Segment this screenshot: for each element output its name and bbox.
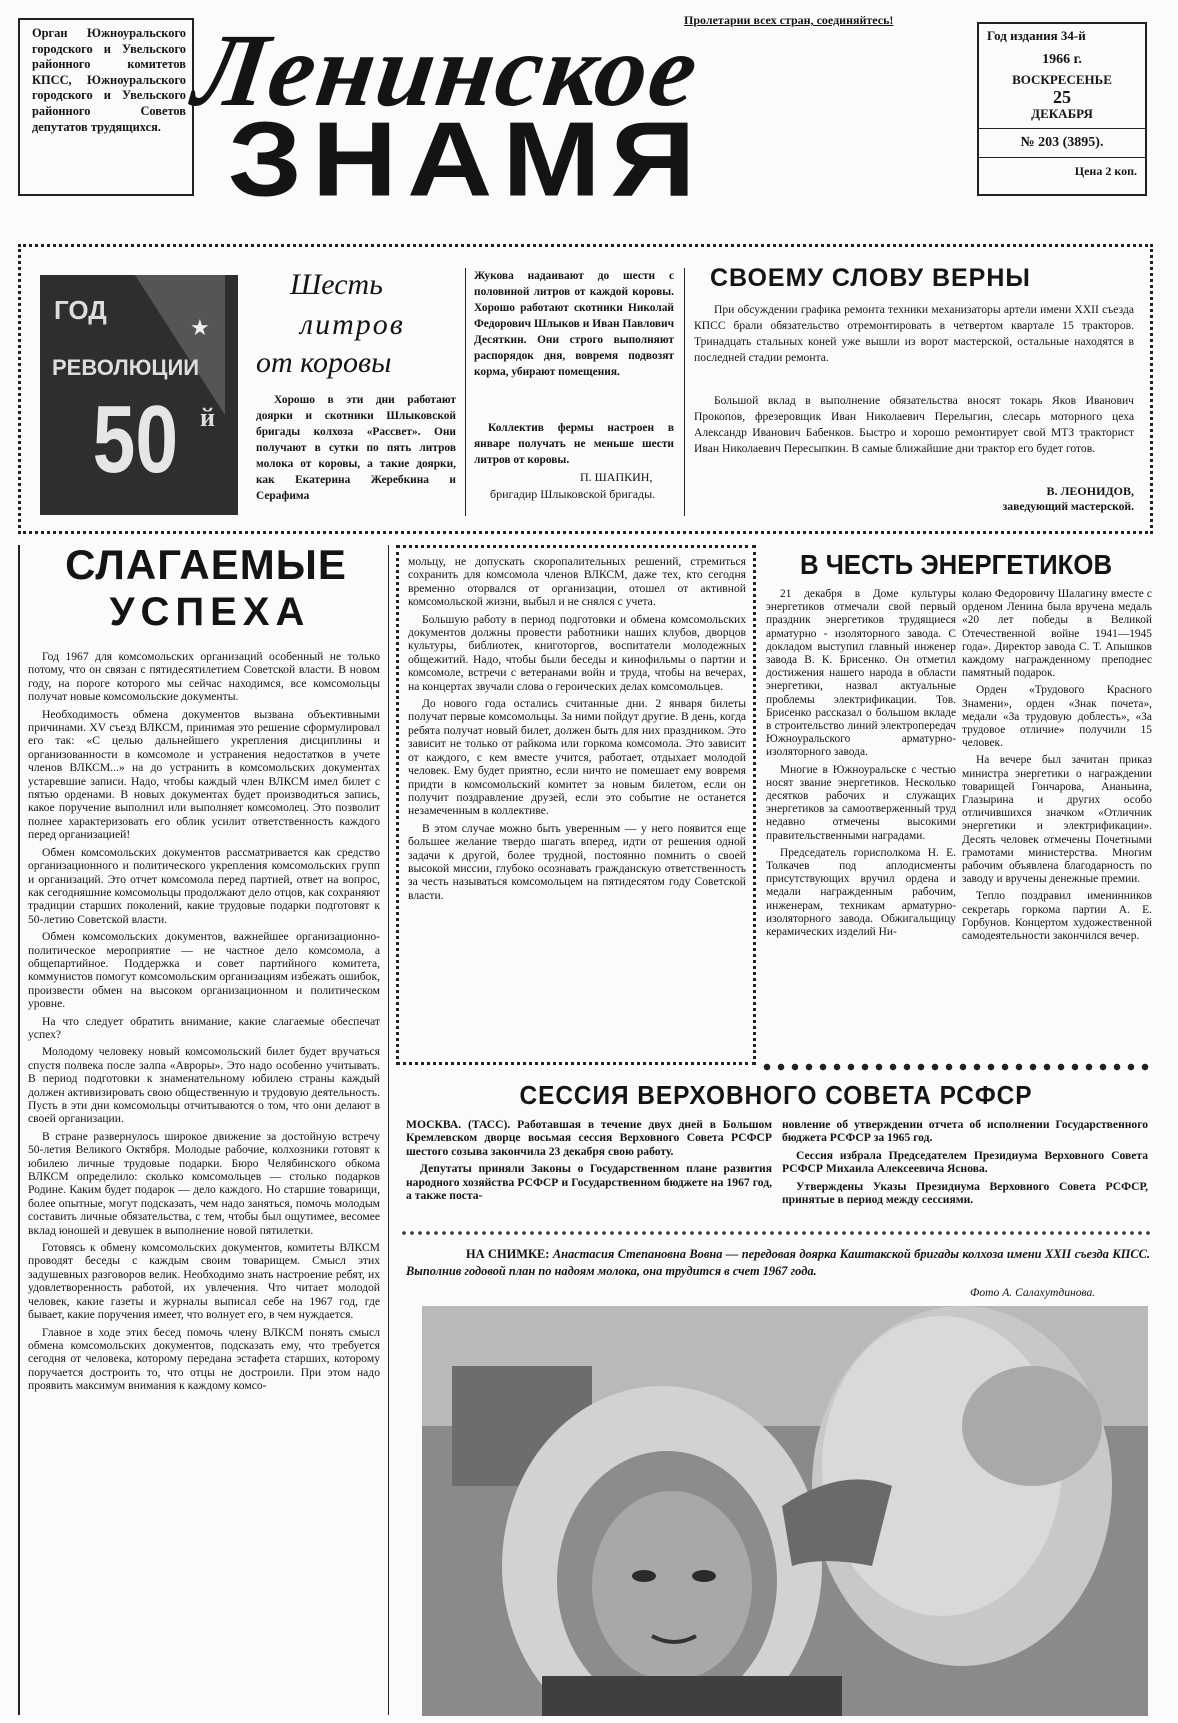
success-p4: Обмен комсомольских документов, важнейшее организационно-политическое мероприятие — не частное дело комсомола, а общепартийное. Поддержка и совет партийного комитета, коммунистов помогут комсомольским организациям избежать ошибок, произвести обмен на высоком организационном и политическом уровне. [28,930,380,1011]
energy-p1: 21 декабря в Доме культуры энергетиков отмечали свой первый праздник энергетиков трудящиеся арматурно - изоляторного завода. С докладом выступил главный инженер завода В. К. Брисенко. Он отметил достижения нашего народа в области энергетики, назвал актуальные проблемы электрификации. Тов. Брисенко рассказал о большом вкладе в строительство линий электропередач Южноуральского арматурно-изоляторного завода. [766,588,956,759]
milk-para-2: Жукова надаивают до шести с половиной литров от каждой коровы. Хорошо работают скотники Николай Федорович Шлыков и Иван Павлович Десяткин. Они строго выполняют распорядок дня, вовремя подвозят корма, убирают помещения. [474,270,674,378]
success-p11: Большую работу в период подготовки и обмена комсомольских документов должны провести работники наших клубов, дворцов культуры, библиотек, книготоргов, воспитатели молодежных общежитий. Надо, чтобы были беседы и кинофильмы о партии и комсомоле, встречи с ветеранами войн и труда, чтобы на вечерах, на концертах звучали слова о героических делах комсомольцев. [408,612,746,693]
milk-title-1: Шесть [290,268,383,301]
emblem-star-icon: ★ [190,315,210,340]
session-col-1 [406,1118,772,1206]
slogan: Пролетарии всех стран, соединяйтесь! [684,13,894,27]
masthead-title-top: Ленинское [187,13,707,128]
faithful-sign-name: В. ЛЕОНИДОВ, [1046,484,1134,498]
session-title: СЕССИЯ ВЕРХОВНОГО СОВЕТА РСФСР [519,1080,1033,1110]
milk-para-3: Коллектив фермы настроен в январе получать не меньше шести литров от коровы. [474,422,674,466]
left-col-rule [18,545,20,1715]
milk-sign-role: бригадир Шлыковской бригады. [490,487,656,501]
energy-col-1 [766,588,956,1058]
energy-p7: Тепло поздравил именинников секретарь горкома партии А. Е. Горбунов. Концертом художественной самодеятельности закончился вечер. [962,890,1152,943]
photo-dairymaid [422,1306,1148,1716]
success-title-1: СЛАГАЕМЫЕ [65,541,347,588]
emblem-suffix: й [200,403,215,432]
success-p12: До нового года остались считанные дни. 2 января билеты получат первые комсомольцы. За ними пойдут другие. В день, когда ребята получат новый билет, должен быть для них праздником. Это зависит не только от райкома или горкома комсомола. Это зависит от каждого, с кем вместе учится, работает, отдыхает молодой человек. Ему будет приятно, если ничто не помешает ему вовремя придти в комсомольский комитет за новым билетом, если он получит поздравление друзей, если это событие не останется незамеченным в коллективе. [408,697,746,818]
success-p5: На что следует обратить внимание, какие слагаемые обеспечат успех? [28,1014,380,1041]
emblem-number: 50 [92,386,179,493]
photo-caption-text: Анастасия Степановна Вовна — передовая доярка Каштакской бригады колхоза имени XXII съезда КПСС. Выполнив годовой план по надоям молока, она трудится в счет 1967 года. [406,1247,1150,1278]
left-col-rule-right [388,545,389,1715]
photo-credit: Фото А. Салахутдинова. [970,1286,1096,1299]
weekday: ВОСКРЕСЕНЬЕ [1012,72,1112,87]
success-p13: В этом случае можно быть уверенным — у него появится еще большее желание твердо шагать вперед, идти от решения одной задачи к другой, более трудной, постоянно помнить о своей высокой миссии, глубоко осознавать гражданскую ответственность за честь называться комсомольцем на пятидесятом году Советской власти. [408,821,746,902]
year-line: Год издания 34-й [987,28,1086,43]
success-p9: Главное в ходе этих бесед помочь члену ВЛКСМ понять смысл обмена комсомольских документов, подсказать ему, что требуется сегодня от человека, которому передана эстафета старших, которому поручается достроить то, что отцы не достроили. При этом надо проявить максимум внимания к каждому комсо- [28,1325,380,1393]
success-p10: мольцу, не допускать скоропалительных решений, стремиться сохранить для комсомола членов ВЛКСМ, даже тех, кто сегодня временно оторвался от организации, отошел от активной комсомольской жизни, выбыл и не снялся с учета. [408,555,746,609]
energy-col-2 [962,588,1152,1058]
faithful-para-2: Большой вклад в выполнение обязательства вносят токарь Яков Иванович Прокопов, фрезеровщик Иван Николаевич Перелыгин, слесарь моторного цеха Александр Иванович Бабенков. Быстро и хорошо ремонтирует свой МТЗ тракторист Иван Николаевич Пересыпкин. В самые ближайшие дни трактор его будет готов. [694,394,1134,455]
energy-p5: Орден «Трудового Красного Знамени», орден «Знак почета», медали «За трудовую доблесть», «За трудовое отличие» получили 15 человек. [962,684,1152,750]
faithful-title: СВОЕМУ СЛОВУ ВЕРНЫ [710,264,1031,292]
issue-number: № 203 (3895). [1020,135,1104,150]
success-p6: Молодому человеку новый комсомольский билет будет вручаться спустя полвека после залпа «Авроры». Это надо особенно учитывать. В период подготовки к знаменательному юбилею страны каждый должен активизировать свою общественную и трудовую деятельность. Пусть в эти дни комсомольцы отчитываются о том, что они делают в своей организации. [28,1045,380,1126]
anniversary-emblem [40,275,238,515]
milk-para-1: Хорошо в эти дни работают доярки и скотники Шлыковской бригады колхоза «Рассвет». Они получают в сутки по пять литров молока от коровы, а такие доярки, как Екатерина Жеребкина и Серафима [256,394,456,502]
organ-text: Орган Южноуральского городского и Увельского районного комитетов КПСС, Южноуральского городского и Увельского районного Советов депутатов трудящихся. [32,26,186,134]
dots-divider-2 [400,1228,1152,1238]
energy-p6: На вечере был зачитан приказ министра энергетики о награждении товарищей Гончарова, Ананьина, Глазырина и других особо отличившихся значком «Отличник энергетики и электрификации». Десять человек отмечены Почетными грамотами министерства. Многим рабочим объявлена благодарность по заводу и вручены денежные премии. [962,754,1152,886]
success-p1: Год 1967 для комсомольских организаций особенный не только потому, что он связан с пятидесятилетием Советской власти. В новом году, на пороге которого мы сейчас находимся, все комсомольцы получат новые комсомольские документы. [28,650,380,704]
milk-sign-name: П. ШАПКИН, [580,470,653,484]
day: 25 [1053,87,1071,107]
energy-p4: колаю Федоровичу Шалагину вместе с орденом Ленина была вручена медаль «20 лет победы в Великой Отечественной войне 1941—1945 года». Директор завода С. Т. Апышков каждому награжденному преподнес памятный подарок. [962,588,1152,680]
photo-caption [406,1246,1150,1280]
faithful-para-1: При обсуждении графика ремонта техники механизаторы артели имени XXII съезда КПСС брали обязательство отремонтировать в четвертом квартале 15 тракторов. Тринадцать стальных коней уже вышли из ворот мастерской, остальные находятся в последней стадии ремонта. [694,303,1134,364]
session-p3: новление об утверждении отчета об исполнении Государственного бюджета РСФСР за 1965 год. [782,1118,1148,1145]
year: 1966 г. [1042,52,1082,67]
issue-divider [979,128,1145,129]
month: ДЕКАБРЯ [1031,106,1093,121]
success-col-2 [408,555,746,1055]
milk-title-2: литров [300,308,405,341]
session-p2: Депутаты приняли Законы о Государственном плане развития народного хозяйства РСФСР и Государственном бюджете на 1967 год, а также поста- [406,1162,772,1203]
success-title-2: УСПЕХА [109,590,311,634]
success-p2: Необходимость обмена документов вызвана объективными причинами. XV съезд ВЛКСМ, принимая это решение сформулировал его так: «С целью дальнейшего укрепления дисциплины и организованности в комсомоле и устранения недостатков в учете членов ВЛКСМ...» на до устранить в комсомольских документах устаревшие записи. Надо, чтобы каждый член ВЛКСМ имел билет с пятью орденами. В новых документах будет производиться запись, какое поручение выполнил или выполняет комсомолец. Это позволит полнее характеризовать его облик усилит ответственность каждого перед организацией! [28,707,380,842]
emblem-line2: РЕВОЛЮЦИИ [52,355,200,380]
session-text-1: Работавшая в течение двух дней в Большом Кремлевском дворце восьмая сессия Верховного Совета РСФСР шестого созыва закончила 23 декабря свою работу. [406,1118,772,1158]
price: Цена 2 коп. [1074,164,1137,178]
milk-title-3: от коровы [256,346,392,379]
success-p8: Готовясь к обмену комсомольских документов, комитеты ВЛКСМ проводят беседы с каждым своим товарищем. Смысл этих задушевных разговоров велик. Необходимо знать настроение ребят, их удовлетворенность работой, их увлечения. Что читает молодой человек, какие газеты и журналы выписал себе на 1967 год, где бывает, какие поручения имеет, что волнует его, в чем нуждается. [28,1241,380,1322]
photo-caption-lead: НА СНИМКЕ: [466,1247,550,1261]
faithful-sign-role: заведующий мастерской. [1002,500,1134,513]
session-p4: Сессия избрала Председателем Президиума Верховного Совета РСФСР Михаила Алексеевича Яснова. [782,1148,1148,1176]
energy-title: В ЧЕСТЬ ЭНЕРГЕТИКОВ [799,549,1113,580]
masthead-title-bottom: ЗНАМЯ [228,100,706,219]
success-p3: Обмен комсомольских документов рассматривается как средство организационного и политического укрепления комсомольских групп и организаций. Это отчет комсомола перед партией, ответ на вопрос, как сегодняшние комсомольцы продолжают дело отцов, как сохраняют традиции старших поколений, какие трудовые подарки подготовят к 50-летию Советской власти. [28,845,380,926]
photo-svg [422,1306,1148,1716]
issue-divider-2 [979,157,1145,158]
faithful-divider [684,268,685,516]
issue-box [977,22,1147,196]
session-col-2 [782,1118,1148,1210]
dots-divider [760,1060,1152,1074]
session-dateline: МОСКВА. (ТАСС). [406,1118,511,1131]
energy-p3: Председатель горисполкома Н. Е. Толкачев под аплодисменты присутствующих вручил ордена и медали награжденным рабочим, инженерам, техникам арматурно-изоляторного завода. Обжигальщицу керамических изделий Ни- [766,846,956,939]
success-col-1 [28,650,380,1715]
organ-box [18,18,194,196]
success-p7: В стране развернулось широкое движение за достойную встречу 50-летия Великого Октября. Молодые рабочие, колхозники готовят к юбилею личные трудовые подарки. Бюро Челябинского обкома ВЛКСМ определило: сколько комсомольцев — столько подарков Родине. Каким будет подарок — дело каждого. Но старшие товарищи, более опытные, могут подсказать, чем надо заняться, помочь молодым составить личные обязательства, с тем, чтобы был ощутимее, весомее вклад юношей и девушек в выполнение новой пятилетки. [28,1129,380,1237]
emblem-line1: ГОД [54,295,107,325]
session-p5: Утверждены Указы Президиума Верховного Совета РСФСР, принятые в период между сессиями. [782,1179,1148,1207]
milk-divider [465,268,466,516]
session-p1 [406,1118,772,1158]
energy-p2: Многие в Южноуральске с честью носят звание энергетиков. Несколько десятков рабочих и служащих энергетиков за самоотверженный труд недавно отмечены высокими правительственными наградами. [766,763,956,842]
